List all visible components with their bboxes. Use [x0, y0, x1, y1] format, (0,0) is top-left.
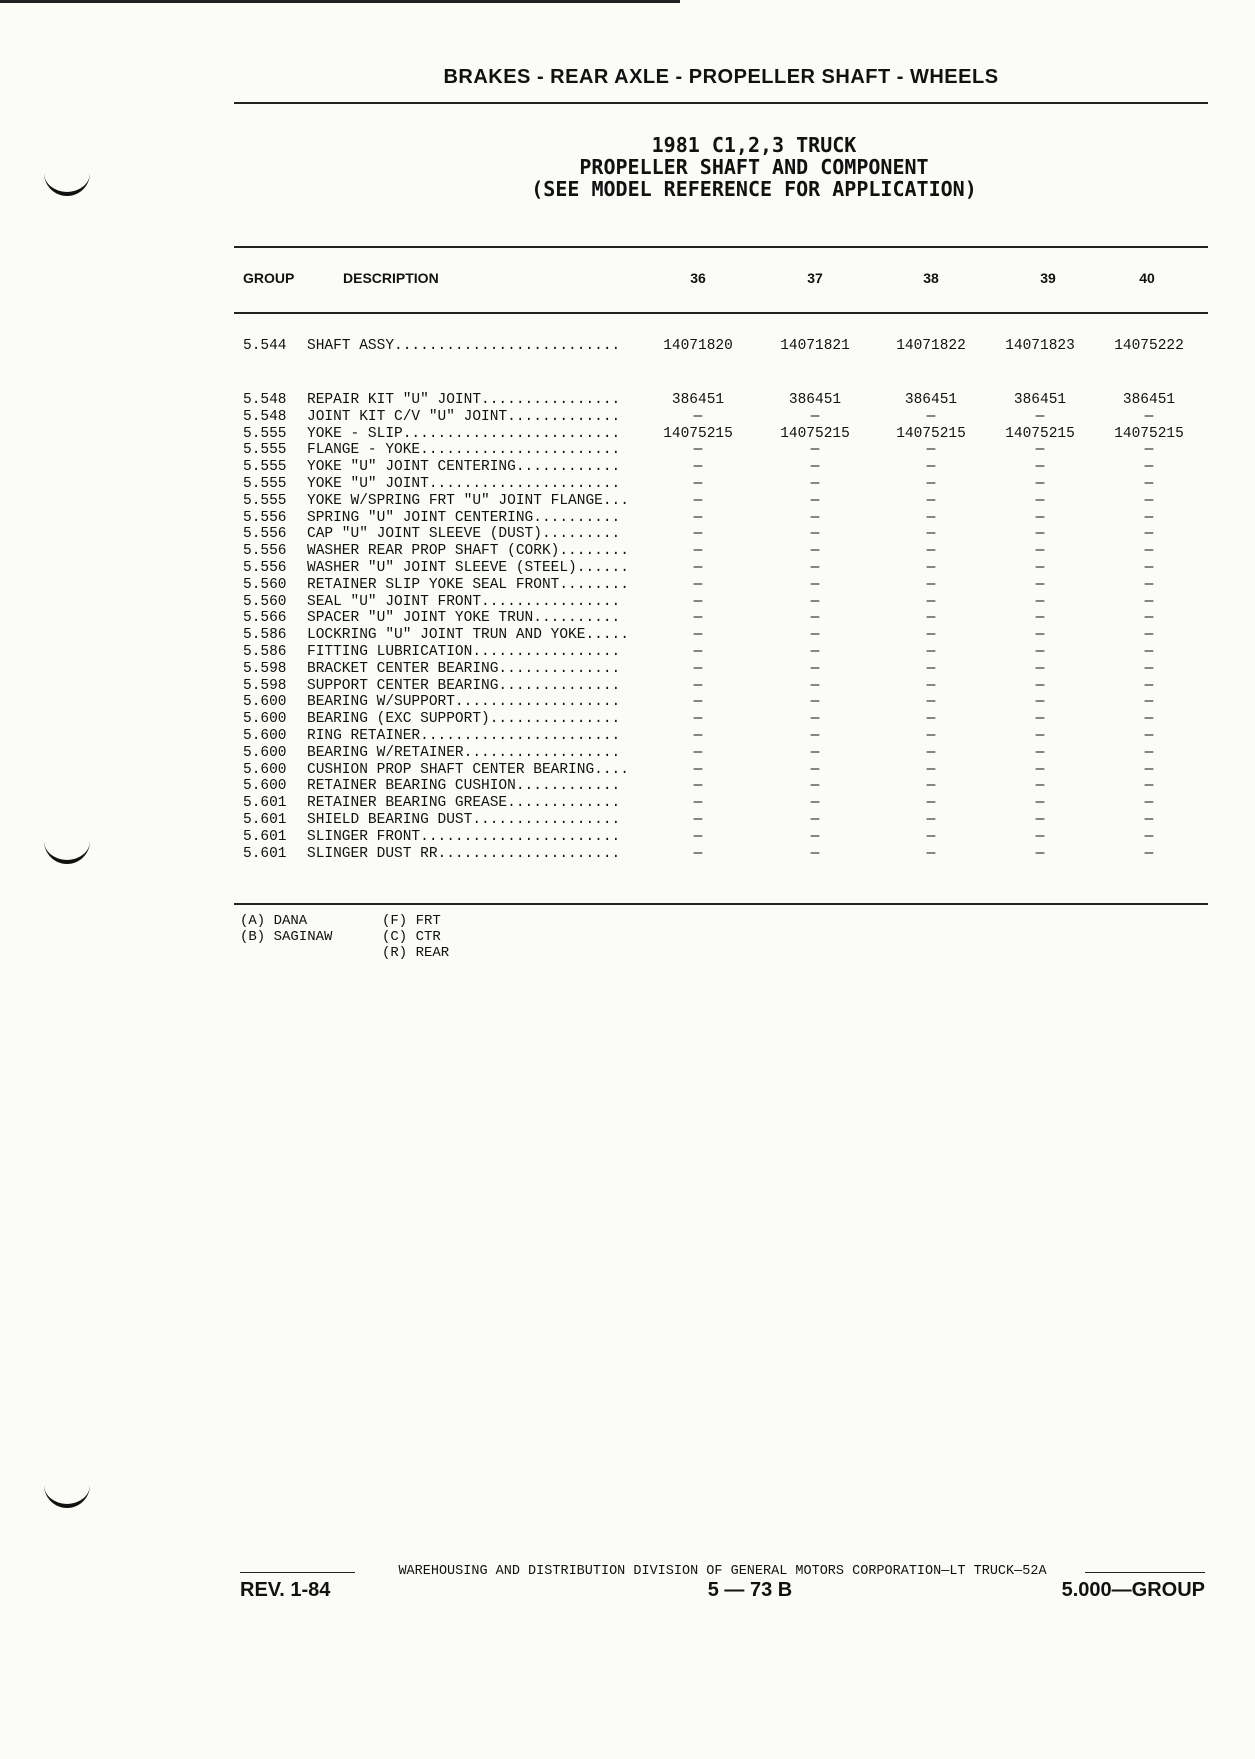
row-value: —: [693, 408, 703, 425]
row-value: —: [810, 408, 820, 425]
row-value: —: [926, 660, 936, 677]
row-group: 5.556: [243, 509, 287, 526]
row-group: 5.600: [243, 778, 287, 795]
row-value: —: [1035, 475, 1045, 492]
row-value: —: [693, 660, 703, 677]
row-value: 386451: [904, 392, 958, 408]
row-value: —: [926, 778, 936, 795]
row-value: —: [1144, 459, 1154, 476]
row-group: 5.598: [243, 660, 287, 677]
row-group: 5.600: [243, 727, 287, 744]
row-description: REPAIR KIT "U" JOINT................: [307, 392, 621, 408]
row-group: 5.601: [243, 828, 287, 845]
row-description: SHIELD BEARING DUST.................: [307, 811, 621, 828]
row-value: —: [693, 543, 703, 560]
row-group: 5.566: [243, 610, 287, 627]
column-header-model: 38: [923, 270, 939, 286]
row-value: —: [1144, 509, 1154, 526]
row-group: 5.544: [243, 338, 287, 354]
row-group: 5.548: [243, 408, 287, 425]
row-value: —: [693, 795, 703, 812]
row-value: —: [1144, 744, 1154, 761]
row-value: —: [693, 509, 703, 526]
row-value: —: [926, 526, 936, 543]
row-value: —: [810, 643, 820, 660]
row-value: —: [693, 475, 703, 492]
row-value: —: [1035, 509, 1045, 526]
row-group: 5.600: [243, 744, 287, 761]
row-value: —: [693, 761, 703, 778]
row-value: —: [926, 492, 936, 509]
row-value: —: [810, 475, 820, 492]
row-value: —: [926, 744, 936, 761]
column-header-model: 36: [690, 270, 706, 286]
row-value: —: [1035, 526, 1045, 543]
row-value: —: [1035, 727, 1045, 744]
row-group: 5.556: [243, 543, 287, 560]
title-line-3: (SEE MODEL REFERENCE FOR APPLICATION): [531, 177, 977, 201]
row-value: —: [693, 677, 703, 694]
row-value: —: [926, 408, 936, 425]
row-value: —: [926, 509, 936, 526]
row-value: —: [1144, 795, 1154, 812]
row-value: —: [693, 828, 703, 845]
table-bottom-rule: [234, 903, 1208, 905]
row-description: SHAFT ASSY..........................: [307, 338, 621, 354]
row-description: BEARING W/SUPPORT...................: [307, 694, 621, 711]
row-value: —: [926, 711, 936, 728]
legend-item: (F) FRT: [382, 913, 441, 929]
row-value: —: [926, 610, 936, 627]
row-value: —: [1035, 459, 1045, 476]
row-value: —: [1144, 610, 1154, 627]
row-value: —: [926, 643, 936, 660]
row-value: —: [1144, 811, 1154, 828]
row-value: —: [1144, 576, 1154, 593]
row-value: —: [1144, 543, 1154, 560]
row-value: —: [693, 526, 703, 543]
row-value: —: [810, 778, 820, 795]
row-value: 386451: [671, 392, 725, 408]
row-value: —: [1035, 408, 1045, 425]
title-line-1: 1981 C1,2,3 TRUCK: [651, 133, 857, 157]
page-header: BRAKES - REAR AXLE - PROPELLER SHAFT - WHEELS: [443, 66, 999, 88]
column-header-rule: [234, 312, 1208, 314]
row-value: —: [810, 610, 820, 627]
row-group: 5.560: [243, 593, 287, 610]
row-value: —: [926, 727, 936, 744]
row-group: 5.555: [243, 492, 287, 509]
row-value: —: [1144, 593, 1154, 610]
row-value: —: [693, 811, 703, 828]
row-value: —: [1035, 811, 1045, 828]
row-description: LOCKRING "U" JOINT TRUN AND YOKE.....: [307, 627, 629, 644]
column-header-model: 40: [1139, 270, 1155, 286]
row-value: —: [693, 727, 703, 744]
row-value: —: [1035, 828, 1045, 845]
row-value: —: [693, 627, 703, 644]
row-group: 5.600: [243, 711, 287, 728]
row-value: —: [693, 711, 703, 728]
row-value: —: [1144, 408, 1154, 425]
column-header-model: 37: [807, 270, 823, 286]
row-group: 5.601: [243, 795, 287, 812]
row-value: —: [1144, 627, 1154, 644]
row-value: —: [926, 761, 936, 778]
row-value: —: [926, 459, 936, 476]
row-description: RETAINER BEARING CUSHION............: [307, 778, 621, 795]
row-value: —: [810, 711, 820, 728]
row-value: —: [926, 543, 936, 560]
row-value: —: [926, 559, 936, 576]
row-value: —: [810, 526, 820, 543]
row-value: —: [1035, 795, 1045, 812]
row-value: —: [926, 677, 936, 694]
row-value: —: [810, 828, 820, 845]
row-value: —: [926, 593, 936, 610]
row-value: —: [926, 627, 936, 644]
row-group: 5.555: [243, 459, 287, 476]
row-description: YOKE "U" JOINT......................: [307, 475, 621, 492]
legend-right: [382, 913, 449, 961]
row-value: —: [1035, 576, 1045, 593]
row-value: —: [1144, 492, 1154, 509]
row-value: —: [926, 694, 936, 711]
row-group: 5.560: [243, 576, 287, 593]
row-value: —: [1035, 593, 1045, 610]
row-group: 5.601: [243, 811, 287, 828]
binder-hole-mark: [44, 168, 90, 196]
row-value: —: [1035, 677, 1045, 694]
row-value: —: [1035, 778, 1045, 795]
row-group: 5.600: [243, 761, 287, 778]
footer-publisher-line: WAREHOUSING AND DISTRIBUTION DIVISION OF GENERAL MOTORS CORPORATION—LT TRUCK—52A: [398, 1564, 1047, 1579]
row-description: RING RETAINER.......................: [307, 727, 621, 744]
row-value: —: [1035, 559, 1045, 576]
row-value: —: [693, 442, 703, 459]
row-group: 5.601: [243, 845, 287, 862]
row-value: —: [1035, 845, 1045, 862]
row-value: 14071821: [780, 338, 850, 354]
row-value: —: [1144, 778, 1154, 795]
table-top-rule: [234, 246, 1208, 248]
row-description: BEARING W/RETAINER..................: [307, 744, 621, 761]
row-value: 386451: [788, 392, 842, 408]
row-value: —: [1035, 744, 1045, 761]
row-value: —: [810, 677, 820, 694]
row-description: WASHER "U" JOINT SLEEVE (STEEL)......: [307, 559, 629, 576]
binder-hole-mark: [44, 1480, 90, 1508]
row-value: —: [810, 543, 820, 560]
row-value: —: [810, 795, 820, 812]
row-value: —: [693, 559, 703, 576]
row-value: —: [1144, 711, 1154, 728]
row-value: —: [1144, 660, 1154, 677]
row-description: BRACKET CENTER BEARING..............: [307, 660, 621, 677]
row-group: 5.555: [243, 425, 287, 442]
top-edge-line: [0, 0, 680, 3]
row-value: —: [926, 795, 936, 812]
row-value: —: [810, 576, 820, 593]
row-group: 5.556: [243, 526, 287, 543]
row-value: —: [1035, 643, 1045, 660]
footer-revision: REV. 1-84: [240, 1579, 331, 1601]
row-description: SLINGER FRONT.......................: [307, 828, 621, 845]
row-value: —: [926, 845, 936, 862]
row-value: —: [926, 811, 936, 828]
row-value: —: [1144, 475, 1154, 492]
row-group: 5.555: [243, 475, 287, 492]
row-value: —: [1144, 442, 1154, 459]
row-value: 14075215: [896, 425, 966, 442]
row-value: 386451: [1013, 392, 1067, 408]
row-description: CUSHION PROP SHAFT CENTER BEARING....: [307, 761, 629, 778]
row-description: YOKE - SLIP.........................: [307, 425, 621, 442]
row-value: —: [1035, 492, 1045, 509]
row-value: —: [693, 610, 703, 627]
legend-item: (B) SAGINAW: [240, 929, 333, 945]
row-value: 14071823: [1005, 338, 1075, 354]
row-value: —: [810, 559, 820, 576]
row-value: —: [1144, 845, 1154, 862]
row-description: SPRING "U" JOINT CENTERING..........: [307, 509, 621, 526]
row-group: 5.586: [243, 643, 287, 660]
column-header-description: DESCRIPTION: [343, 270, 439, 286]
column-header-model: 39: [1040, 270, 1056, 286]
row-value: —: [1035, 694, 1045, 711]
row-description: YOKE "U" JOINT CENTERING............: [307, 459, 621, 476]
title-line-2: PROPELLER SHAFT AND COMPONENT: [579, 155, 929, 179]
row-value: 386451: [1122, 392, 1176, 408]
row-value: —: [693, 492, 703, 509]
row-value: —: [926, 828, 936, 845]
row-value: —: [693, 845, 703, 862]
row-value: —: [810, 727, 820, 744]
row-description: JOINT KIT C/V "U" JOINT.............: [307, 408, 621, 425]
row-value: —: [1144, 526, 1154, 543]
row-value: —: [810, 627, 820, 644]
row-value: —: [810, 442, 820, 459]
row-value: —: [1035, 761, 1045, 778]
row-description: WASHER REAR PROP SHAFT (CORK)........: [307, 543, 629, 560]
row-value: —: [1035, 711, 1045, 728]
row-description: SEAL "U" JOINT FRONT................: [307, 593, 621, 610]
legend-item: (A) DANA: [240, 913, 308, 929]
row-group: 5.548: [243, 392, 287, 408]
row-group: 5.555: [243, 442, 287, 459]
row-description: CAP "U" JOINT SLEEVE (DUST).........: [307, 526, 621, 543]
row-group: 5.598: [243, 677, 287, 694]
row-value: —: [810, 660, 820, 677]
row-value: —: [810, 744, 820, 761]
row-value: —: [1035, 610, 1045, 627]
row-value: —: [810, 845, 820, 862]
row-value: —: [1144, 727, 1154, 744]
row-value: 14071820: [663, 338, 733, 354]
row-group: 5.600: [243, 694, 287, 711]
row-value: —: [693, 643, 703, 660]
row-value: 14071822: [896, 338, 966, 354]
row-value: 14075222: [1114, 338, 1184, 354]
row-description: SLINGER DUST RR.....................: [307, 845, 621, 862]
row-value: —: [810, 811, 820, 828]
row-value: 14075215: [663, 425, 733, 442]
row-value: —: [693, 576, 703, 593]
row-description: YOKE W/SPRING FRT "U" JOINT FLANGE...: [307, 492, 629, 509]
row-description: SUPPORT CENTER BEARING..............: [307, 677, 621, 694]
row-description: FLANGE - YOKE.......................: [307, 442, 621, 459]
row-description: RETAINER SLIP YOKE SEAL FRONT........: [307, 576, 629, 593]
footer-group: 5.000—GROUP: [1061, 1579, 1205, 1601]
row-value: —: [1144, 761, 1154, 778]
row-value: —: [1035, 442, 1045, 459]
legend-item: (C) CTR: [382, 929, 441, 945]
row-group: 5.586: [243, 627, 287, 644]
row-value: —: [810, 492, 820, 509]
row-value: —: [693, 593, 703, 610]
binder-hole-mark: [44, 836, 90, 864]
row-value: —: [810, 761, 820, 778]
row-value: —: [1035, 660, 1045, 677]
footer-page-number: 5 — 73 B: [707, 1579, 793, 1601]
row-value: —: [693, 744, 703, 761]
row-value: —: [1144, 559, 1154, 576]
row-description: SPACER "U" JOINT YOKE TRUN..........: [307, 610, 621, 627]
row-description: RETAINER BEARING GREASE.............: [307, 795, 621, 812]
row-value: —: [1144, 694, 1154, 711]
legend-item: (R) REAR: [382, 945, 450, 961]
row-group: 5.556: [243, 559, 287, 576]
legend-left: [240, 913, 332, 945]
row-value: —: [1035, 543, 1045, 560]
row-value: —: [810, 593, 820, 610]
row-value: —: [1144, 677, 1154, 694]
row-value: —: [810, 509, 820, 526]
row-value: —: [926, 576, 936, 593]
row-description: FITTING LUBRICATION.................: [307, 643, 621, 660]
row-description: BEARING (EXC SUPPORT)...............: [307, 711, 621, 728]
header-rule: [234, 102, 1208, 104]
row-value: —: [926, 475, 936, 492]
row-value: —: [1144, 828, 1154, 845]
row-value: —: [693, 459, 703, 476]
row-value: 14075215: [780, 425, 850, 442]
row-value: —: [810, 694, 820, 711]
row-value: —: [926, 442, 936, 459]
row-value: —: [693, 694, 703, 711]
column-header-group: GROUP: [243, 270, 295, 286]
row-value: —: [693, 778, 703, 795]
row-value: —: [810, 459, 820, 476]
row-value: 14075215: [1114, 425, 1184, 442]
row-value: —: [1035, 627, 1045, 644]
row-value: —: [1144, 643, 1154, 660]
row-value: 14075215: [1005, 425, 1075, 442]
